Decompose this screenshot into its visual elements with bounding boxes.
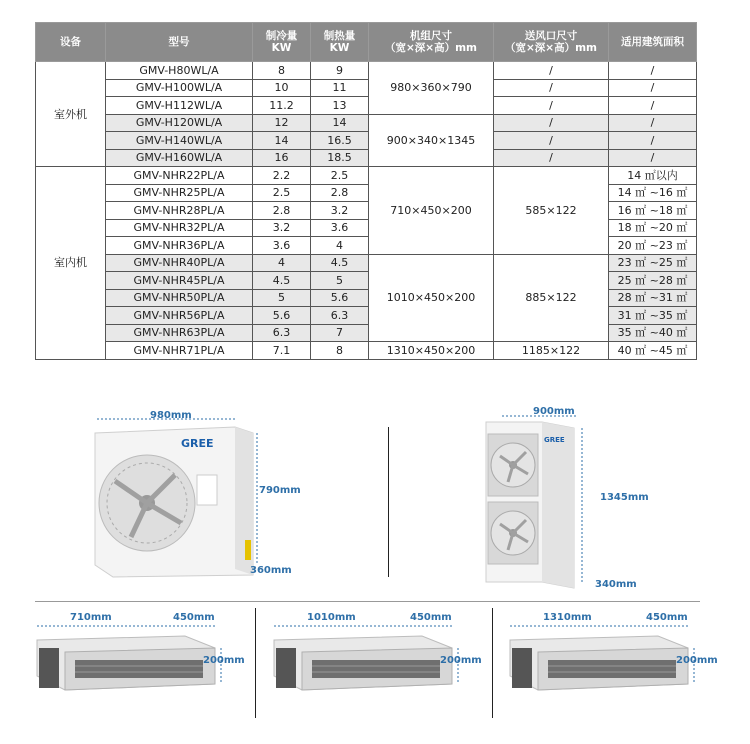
cell-outlet-size: 885×122 — [494, 254, 609, 342]
section-divider — [35, 601, 700, 602]
table-row — [36, 62, 697, 80]
divider-outdoor — [388, 427, 389, 577]
table-row — [36, 167, 697, 185]
cell-outlet-size: / — [494, 114, 609, 132]
cell-model: GMV-NHR22PL/A — [106, 167, 253, 185]
cell-area: 14 ㎡ ~16 ㎡ — [609, 184, 697, 202]
cell-area: / — [609, 149, 697, 167]
cell-area: 40 ㎡ ~45 ㎡ — [609, 342, 697, 360]
cell-unit-size: 1310×450×200 — [369, 342, 494, 360]
cell-cooling: 12 — [253, 114, 311, 132]
table-row — [36, 79, 697, 97]
cell-area: 20 ㎡ ~23 ㎡ — [609, 237, 697, 255]
cell-cooling: 2.2 — [253, 167, 311, 185]
dim-indoor-height: 200mm — [676, 655, 718, 666]
outdoor-unit-large-image — [482, 412, 592, 592]
cell-model: GMV-H140WL/A — [106, 132, 253, 150]
cell-cooling: 8 — [253, 62, 311, 80]
header-outlet-size: 送风口尺寸 （宽×深×高）mm — [494, 23, 609, 62]
dim-indoor-depth: 450mm — [173, 612, 215, 623]
cell-unit-size: 1010×450×200 — [369, 254, 494, 342]
dim-outdoor-large-height: 1345mm — [600, 492, 649, 503]
cell-unit-size: 900×340×1345 — [369, 114, 494, 167]
table-row — [36, 132, 697, 150]
cell-model: GMV-NHR36PL/A — [106, 237, 253, 255]
cell-heating: 3.2 — [311, 202, 369, 220]
cell-model: GMV-H80WL/A — [106, 62, 253, 80]
cell-model: GMV-NHR40PL/A — [106, 254, 253, 272]
cell-heating: 5 — [311, 272, 369, 290]
cell-model: GMV-NHR63PL/A — [106, 324, 253, 342]
cell-outlet-size: / — [494, 97, 609, 115]
cell-cooling: 5.6 — [253, 307, 311, 325]
dim-indoor-depth: 450mm — [410, 612, 452, 623]
cell-model: GMV-H112WL/A — [106, 97, 253, 115]
cell-cooling: 4.5 — [253, 272, 311, 290]
cell-area: 18 ㎡ ~20 ㎡ — [609, 219, 697, 237]
header-heating: 制热量 KW — [311, 23, 369, 62]
cell-area: / — [609, 62, 697, 80]
dim-indoor-height: 200mm — [203, 655, 245, 666]
dim-outdoor-large-width: 900mm — [533, 406, 575, 417]
cell-cooling: 10 — [253, 79, 311, 97]
cell-cooling: 3.2 — [253, 219, 311, 237]
cell-cooling: 2.8 — [253, 202, 311, 220]
cell-cooling: 7.1 — [253, 342, 311, 360]
cell-heating: 4 — [311, 237, 369, 255]
cell-area: / — [609, 114, 697, 132]
cell-model: GMV-NHR32PL/A — [106, 219, 253, 237]
dim-indoor-width: 1310mm — [543, 612, 592, 623]
dim-outdoor-small-width: 980mm — [150, 410, 192, 421]
dim-outdoor-small-height: 790mm — [259, 485, 301, 496]
cell-area: 28 ㎡ ~31 ㎡ — [609, 289, 697, 307]
cell-model: GMV-NHR50PL/A — [106, 289, 253, 307]
cell-outlet-size: / — [494, 149, 609, 167]
divider-indoor — [492, 608, 493, 718]
spec-table — [35, 22, 697, 360]
cell-heating: 2.5 — [311, 167, 369, 185]
cell-outlet-size: / — [494, 79, 609, 97]
cell-heating: 9 — [311, 62, 369, 80]
cell-unit-size: 710×450×200 — [369, 167, 494, 255]
cell-cooling: 16 — [253, 149, 311, 167]
cell-model: GMV-H120WL/A — [106, 114, 253, 132]
cell-heating: 5.6 — [311, 289, 369, 307]
header-area: 适用建筑面积 — [609, 23, 697, 62]
cell-heating: 7 — [311, 324, 369, 342]
table-body — [36, 62, 697, 360]
cell-cooling: 2.5 — [253, 184, 311, 202]
table-row — [36, 114, 697, 132]
cell-heating: 16.5 — [311, 132, 369, 150]
cell-area: / — [609, 132, 697, 150]
dim-indoor-height: 200mm — [440, 655, 482, 666]
cell-cooling: 4 — [253, 254, 311, 272]
cell-outlet-size: / — [494, 62, 609, 80]
cell-heating: 14 — [311, 114, 369, 132]
table-row — [36, 97, 697, 115]
cell-cooling: 6.3 — [253, 324, 311, 342]
cell-model: GMV-H100WL/A — [106, 79, 253, 97]
cell-heating: 4.5 — [311, 254, 369, 272]
dim-outdoor-small-depth: 360mm — [250, 565, 292, 576]
cell-device: 室内机 — [36, 167, 106, 360]
table-header-row — [36, 23, 697, 62]
cell-model: GMV-NHR56PL/A — [106, 307, 253, 325]
cell-heating: 2.8 — [311, 184, 369, 202]
header-model: 型号 — [106, 23, 253, 62]
cell-model: GMV-NHR71PL/A — [106, 342, 253, 360]
cell-area: / — [609, 97, 697, 115]
cell-heating: 8 — [311, 342, 369, 360]
cell-outlet-size: / — [494, 132, 609, 150]
cell-area: 31 ㎡ ~35 ㎡ — [609, 307, 697, 325]
cell-area: 14 ㎡以内 — [609, 167, 697, 185]
cell-device: 室外机 — [36, 62, 106, 167]
table-row — [36, 149, 697, 167]
header-device: 设备 — [36, 23, 106, 62]
cell-area: 23 ㎡ ~25 ㎡ — [609, 254, 697, 272]
cell-area: 35 ㎡ ~40 ㎡ — [609, 324, 697, 342]
header-cooling: 制冷量 KW — [253, 23, 311, 62]
cell-cooling: 3.6 — [253, 237, 311, 255]
cell-model: GMV-NHR28PL/A — [106, 202, 253, 220]
cell-area: / — [609, 79, 697, 97]
cell-heating: 3.6 — [311, 219, 369, 237]
cell-heating: 11 — [311, 79, 369, 97]
cell-area: 16 ㎡ ~18 ㎡ — [609, 202, 697, 220]
cell-area: 25 ㎡ ~28 ㎡ — [609, 272, 697, 290]
dim-indoor-width: 1010mm — [307, 612, 356, 623]
cell-heating: 13 — [311, 97, 369, 115]
svg-text:GREE: GREE — [544, 436, 565, 444]
cell-outlet-size: 585×122 — [494, 167, 609, 255]
divider-indoor — [255, 608, 256, 718]
table-row — [36, 254, 697, 272]
cell-outlet-size: 1185×122 — [494, 342, 609, 360]
dim-outdoor-large-depth: 340mm — [595, 579, 637, 590]
svg-text:GREE: GREE — [181, 437, 214, 450]
cell-model: GMV-NHR25PL/A — [106, 184, 253, 202]
cell-model: GMV-NHR45PL/A — [106, 272, 253, 290]
table-row — [36, 342, 697, 360]
outdoor-unit-small-image — [85, 405, 285, 585]
cell-heating: 18.5 — [311, 149, 369, 167]
cell-cooling: 11.2 — [253, 97, 311, 115]
dim-indoor-depth: 450mm — [646, 612, 688, 623]
cell-model: GMV-H160WL/A — [106, 149, 253, 167]
cell-cooling: 14 — [253, 132, 311, 150]
cell-unit-size: 980×360×790 — [369, 62, 494, 115]
cell-heating: 6.3 — [311, 307, 369, 325]
cell-cooling: 5 — [253, 289, 311, 307]
header-unit-size: 机组尺寸 （宽×深×高）mm — [369, 23, 494, 62]
dim-indoor-width: 710mm — [70, 612, 112, 623]
